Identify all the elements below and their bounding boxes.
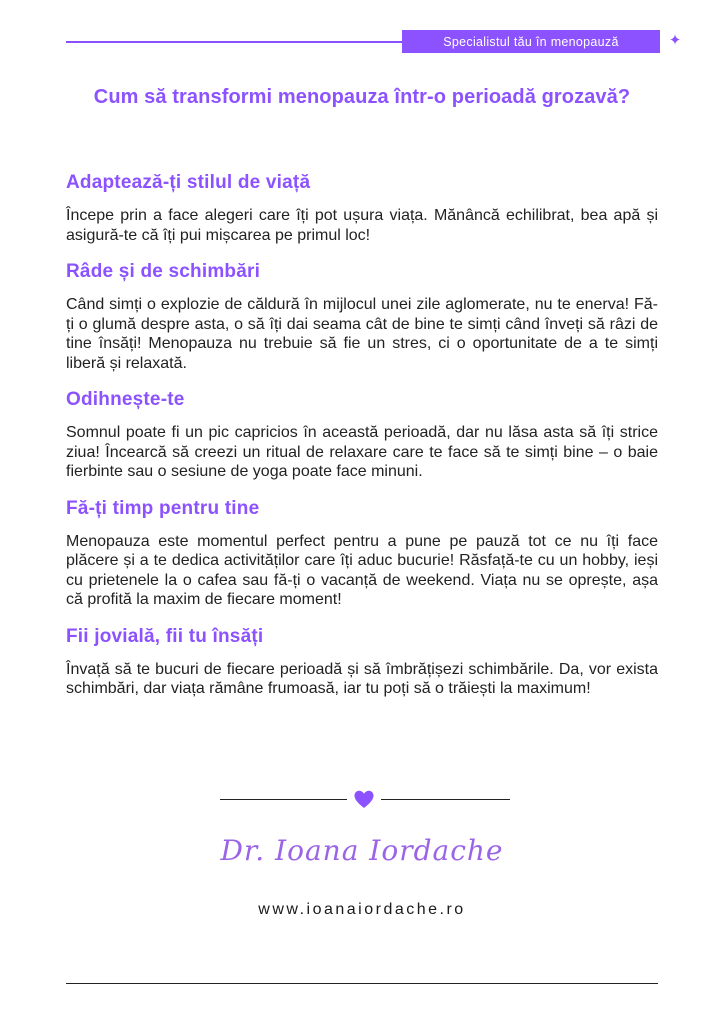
section-heading: Fă-ți timp pentru tine bbox=[66, 497, 260, 519]
page-title: Cum să transformi menopauza într-o perioadă grozavă? bbox=[93, 86, 631, 108]
section-heading: Râde și de schimbări bbox=[66, 261, 261, 282]
section-jovial bbox=[66, 624, 658, 699]
divider-right bbox=[381, 799, 510, 800]
section-heading: Fii jovială, fii tu însăți bbox=[66, 625, 264, 647]
section-heading: Odihnește-te bbox=[66, 389, 185, 410]
article-content bbox=[66, 170, 658, 699]
signature: Dr. Ioana Iordache bbox=[220, 834, 504, 867]
website-link[interactable]: www.ioanaiordache.ro bbox=[258, 901, 466, 918]
header-tagline: Specialistul tău în menopauză bbox=[402, 30, 660, 53]
footer-rule bbox=[66, 983, 658, 984]
section-lifestyle bbox=[66, 170, 658, 245]
section-me-time bbox=[66, 496, 658, 610]
section-body: Când simți o explozie de căldură în mijlocul unei zile aglomerate, nu te enerva! Fă-ți o glumă despre asta, o să îți dai seama cât de bine te simți când înveți să râzi de tine însăți! Menopauza nu trebuie să fie un stres, ci o oportunitate de a te simți liberă și relaxată. bbox=[66, 296, 658, 372]
sparkle-icon: ✦ bbox=[668, 32, 682, 49]
section-rest bbox=[66, 387, 658, 482]
section-laugh bbox=[66, 259, 658, 373]
section-body: Învață să te bucuri de fiecare perioadă și să îmbrățișezi schimbările. Da, vor exista schimbări, dar viața rămâne frumoasă, iar tu poți să o trăiești la maximum! bbox=[66, 660, 658, 697]
header-rule bbox=[66, 41, 402, 43]
section-body: Menopauza este momentul perfect pentru a pune pe pauză tot ce nu îți face plăcere și a te dedica activităților care îți aduc bucurie! Răsfață-te cu un hobby, ieși cu prietenele la o cafea sau fă-ți o vacanță de weekend. Viața nu se oprește, așa că profită la maxim de fiecare moment! bbox=[66, 532, 658, 608]
section-body: Somnul poate fi un pic capricios în această perioadă, dar nu lăsa asta să îți strice ziua! Încearcă să creezi un ritual de relaxare care te face să te simți bine – o baie fierbinte sau o sesiune de yoga poate face minuni. bbox=[66, 424, 658, 480]
heart-icon bbox=[352, 787, 376, 811]
divider-left bbox=[220, 799, 347, 800]
section-body: Începe prin a face alegeri care îți pot ușura viața. Mănâncă echilibrat, bea apă și asigură-te că îți pui mișcarea pe primul loc! bbox=[66, 207, 658, 244]
section-heading: Adaptează-ți stilul de viață bbox=[66, 172, 311, 193]
